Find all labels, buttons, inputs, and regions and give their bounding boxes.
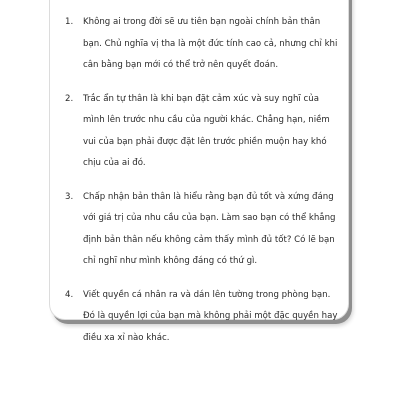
- numbered-list: [65, 12, 341, 361]
- item-text: Viết quyền cá nhân ra và dán lên tường trong phòng bạn. Đó là quyền lợi của bạn mà không phải một đặc quyền hay điều xa xỉ nào khác.: [83, 289, 338, 343]
- item-number: 2.: [65, 93, 74, 104]
- list-item: [65, 187, 341, 273]
- item-number: 4.: [65, 289, 74, 300]
- list-item: [65, 12, 341, 77]
- list-item: [65, 285, 341, 350]
- item-number: 1.: [65, 17, 74, 27]
- list-item: [65, 89, 341, 175]
- item-number: 3.: [65, 191, 74, 202]
- item-text: Trắc ẩn tự thân là khi bạn đặt cảm xúc và suy nghĩ của mình lên trước nhu cầu của người khác. Chẳng hạn, niềm vui của bạn phải được đặt lên trước phiền muộn hay khó chịu của ai đó.: [83, 93, 330, 168]
- item-text: Chấp nhận bản thân là hiểu rằng bạn đủ tốt và xứng đáng với giá trị của nhu cầu của bạn. Làm sao bạn có thể khẳng định bản thân nếu không cảm thấy mình đủ tốt? Có lẽ bạn chỉ nghĩ như mình không đáng có thứ gì.: [83, 191, 336, 266]
- item-text: Không ai trong đời sẽ ưu tiên bạn ngoài chính bản thân bạn. Chủ nghĩa vị tha là một đức tính cao cả, nhưng chỉ khi cân bằng bạn mới có thể trở nên quyết đoán.: [83, 17, 338, 70]
